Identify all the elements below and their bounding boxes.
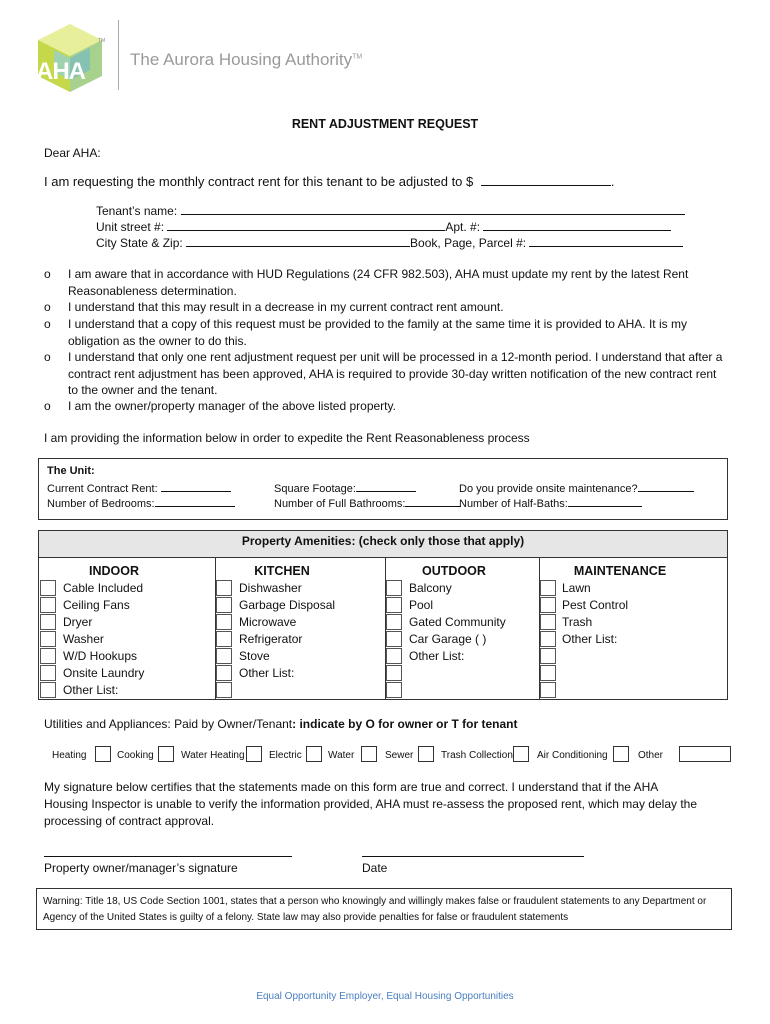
org-tm: TM: [352, 53, 363, 61]
trash-collection-field[interactable]: [513, 746, 529, 762]
other-label: Other: [638, 750, 664, 761]
request-end: .: [610, 174, 615, 189]
maintenance-item: Trash: [562, 615, 593, 629]
electric-label: Electric: [269, 750, 302, 761]
providing-text: I am providing the information below in order to expedite the Rent Reasonableness process: [44, 431, 530, 445]
kitchen-item: Refrigerator: [239, 632, 303, 646]
full-baths-field[interactable]: [405, 496, 461, 507]
garbage-disposal-checkbox[interactable]: [216, 597, 232, 613]
maintenance-item: Other List:: [562, 632, 618, 646]
tenant-name-label: Tenant’s name:: [96, 204, 178, 218]
maintenance-extra-checkbox[interactable]: [540, 682, 556, 698]
bedrooms-field[interactable]: [155, 496, 235, 507]
signature-label: Property owner/manager’s signature: [44, 861, 238, 875]
ceiling-fans-checkbox[interactable]: [40, 597, 56, 613]
bedrooms-row: [47, 496, 235, 510]
heating-field[interactable]: [95, 746, 111, 762]
kitchen-item: Stove: [239, 649, 270, 663]
maintenance-extra-checkbox[interactable]: [540, 648, 556, 664]
water-field[interactable]: [361, 746, 377, 762]
other-field[interactable]: [679, 746, 731, 762]
acknowledgement-item: I am aware that in accordance with HUD Regulations (24 CFR 982.503), AHA must update my rent by the latest Rent Reasonableness determination.: [68, 267, 689, 298]
indoor-other-checkbox[interactable]: [40, 682, 56, 698]
tenant-name-row: [96, 203, 685, 218]
request-line: [44, 174, 615, 189]
tenant-name-field[interactable]: [181, 203, 685, 215]
pool-checkbox[interactable]: [386, 597, 402, 613]
outdoor-item: Car Garage ( ): [409, 632, 487, 646]
book-label: Book, Page, Parcel #:: [410, 236, 527, 250]
header-divider: [118, 20, 119, 90]
signature-line[interactable]: [44, 856, 292, 857]
unit-street-label: Unit street #:: [96, 220, 165, 234]
city-row: [96, 235, 683, 250]
washer-checkbox[interactable]: [40, 631, 56, 647]
apt-label: Apt. #:: [445, 220, 481, 234]
trash-collection-label: Trash Collection: [441, 750, 513, 761]
half-baths-field[interactable]: [568, 496, 642, 507]
bullet-mark: o: [44, 267, 51, 281]
bullet-mark: o: [44, 399, 51, 413]
indoor-item: Other List:: [63, 683, 119, 697]
refrigerator-checkbox[interactable]: [216, 631, 232, 647]
kitchen-item: Microwave: [239, 615, 297, 629]
city-label: City State & Zip:: [96, 236, 183, 250]
outdoor-item: Pool: [409, 598, 434, 612]
indoor-item: Onsite Laundry: [63, 666, 145, 680]
sewer-field[interactable]: [418, 746, 434, 762]
outdoor-other-checkbox[interactable]: [386, 648, 402, 664]
outdoor-heading: OUTDOOR: [422, 564, 486, 578]
warning-text: Warning: Title 18, US Code Section 1001, states that a person who knowingly and willingly makes false or fraudulent statements to any Department or Agency of the United States is guilty of a felony. State law may also provide penalties for false or fraudulent statements: [43, 896, 707, 923]
page-title: RENT ADJUSTMENT REQUEST: [291, 117, 479, 131]
date-label: Date: [362, 861, 388, 875]
amenities-title: Property Amenities: (check only those that apply): [241, 534, 525, 548]
current-rent-row: [47, 481, 231, 495]
maintenance-item: Lawn: [562, 581, 591, 595]
kitchen-item: Other List:: [239, 666, 295, 680]
outdoor-item: Other List:: [409, 649, 465, 663]
date-line[interactable]: [362, 856, 584, 857]
indoor-item: W/D Hookups: [63, 649, 138, 663]
maintenance-item: Pest Control: [562, 598, 629, 612]
maintenance-other-checkbox[interactable]: [540, 631, 556, 647]
microwave-checkbox[interactable]: [216, 614, 232, 630]
outdoor-extra-checkbox[interactable]: [386, 682, 402, 698]
dishwasher-checkbox[interactable]: [216, 580, 232, 596]
outdoor-item: Gated Community: [409, 615, 506, 629]
kitchen-other-checkbox[interactable]: [216, 665, 232, 681]
acknowledgement-item: I understand that a copy of this request must be provided to the family at the same time it is provided to AHA. It is my obligation as the owner to do this.: [68, 317, 687, 348]
book-field[interactable]: [529, 235, 683, 247]
balcony-checkbox[interactable]: [386, 580, 402, 596]
indoor-item: Cable Included: [63, 581, 144, 595]
bullet-mark: o: [44, 350, 51, 364]
maintenance-heading: MAINTENANCE: [573, 564, 667, 578]
current-rent-label: Current Contract Rent:: [47, 483, 158, 495]
water-label: Water: [328, 750, 355, 761]
full-baths-row: [274, 496, 461, 510]
current-rent-field[interactable]: [161, 481, 231, 492]
car-garage-checkbox[interactable]: [386, 631, 402, 647]
half-baths-label: Number of Half-Baths:: [459, 498, 568, 510]
air-conditioning-field[interactable]: [613, 746, 629, 762]
sqft-field[interactable]: [356, 481, 416, 492]
unit-street-row: [96, 219, 671, 234]
org-name: [130, 50, 362, 70]
heating-label: Heating: [52, 750, 87, 761]
air-conditioning-label: Air Conditioning: [537, 750, 608, 761]
maintenance-label: Do you provide onsite maintenance?: [459, 483, 638, 495]
kitchen-item: Garbage Disposal: [239, 598, 336, 612]
dryer-checkbox[interactable]: [40, 614, 56, 630]
outdoor-item: Balcony: [409, 581, 452, 595]
electric-field[interactable]: [306, 746, 322, 762]
acknowledgement-item: I understand that only one rent adjustment request per unit will be processed in a 12-month period. I understand that after a contract rent adjustment has been approved, AHA is required to provide 30-day written notification of the new contract rent to the owner and the tenant.: [68, 350, 723, 397]
unit-box: [38, 458, 728, 520]
apt-field[interactable]: [483, 219, 671, 231]
bullet-mark: o: [44, 317, 51, 331]
indoor-item: Ceiling Fans: [63, 598, 130, 612]
water-heating-label: Water Heating: [181, 750, 245, 761]
warning-box: [36, 888, 732, 930]
logo-tm: TM: [98, 38, 106, 44]
utilities-intro: [44, 717, 518, 731]
cooking-label: Cooking: [117, 750, 154, 761]
org-name-text: The Aurora Housing Authority: [130, 50, 353, 69]
gated-community-checkbox[interactable]: [386, 614, 402, 630]
bullet-mark: o: [44, 300, 51, 314]
indoor-heading: INDOOR: [89, 564, 139, 578]
aha-logo: [34, 22, 106, 94]
stove-checkbox[interactable]: [216, 648, 232, 664]
sqft-label: Square Footage:: [274, 483, 356, 495]
maintenance-row: [459, 481, 694, 495]
outdoor-extra-checkbox[interactable]: [386, 665, 402, 681]
rent-amount-field[interactable]: [481, 174, 611, 186]
acknowledgement-item: I understand that this may result in a decrease in my current contract rent amount.: [68, 300, 504, 314]
wd-hookups-checkbox[interactable]: [40, 648, 56, 664]
acknowledgement-item: I am the owner/property manager of the above listed property.: [68, 399, 396, 413]
maintenance-field[interactable]: [638, 481, 694, 492]
cooking-field[interactable]: [158, 746, 174, 762]
onsite-laundry-checkbox[interactable]: [40, 665, 56, 681]
kitchen-heading: KITCHEN: [254, 564, 310, 578]
unit-street-field[interactable]: [167, 219, 445, 231]
kitchen-item: Dishwasher: [239, 581, 302, 595]
trash-checkbox[interactable]: [540, 614, 556, 630]
pest-control-checkbox[interactable]: [540, 597, 556, 613]
indoor-item: Washer: [63, 632, 104, 646]
full-baths-label: Number of Full Bathrooms:: [274, 498, 406, 510]
certification-text: My signature below certifies that the statements made on this form are true and correct. I understand that if the AHA Housing Inspector is unable to verify the information provided, AHA must re-assess the proposed rent, which may delay the processing of contract approval.: [44, 780, 698, 828]
city-field[interactable]: [186, 235, 410, 247]
footer-text: Equal Opportunity Employer, Equal Housing Opportunities: [256, 991, 514, 1002]
kitchen-extra-checkbox[interactable]: [216, 682, 232, 698]
lawn-checkbox[interactable]: [540, 580, 556, 596]
unit-heading: The Unit:: [47, 465, 95, 477]
indoor-item: Dryer: [63, 615, 93, 629]
utilities-intro-text: Utilities and Appliances: Paid by Owner/Tenant: [44, 717, 293, 731]
water-heating-field[interactable]: [246, 746, 262, 762]
maintenance-extra-checkbox[interactable]: [540, 665, 556, 681]
cable-checkbox[interactable]: [40, 580, 56, 596]
amenities-header: [38, 530, 728, 558]
request-text: I am requesting the monthly contract rent for this tenant to be adjusted to $: [44, 174, 474, 189]
half-baths-row: [459, 496, 642, 510]
logo-text: AHA: [36, 58, 85, 85]
sqft-row: [274, 481, 416, 495]
bedrooms-label: Number of Bedrooms:: [47, 498, 155, 510]
greeting: Dear AHA:: [44, 146, 101, 160]
sewer-label: Sewer: [385, 750, 414, 761]
utilities-intro-bold: : indicate by O for owner or T for tenant: [292, 717, 518, 731]
